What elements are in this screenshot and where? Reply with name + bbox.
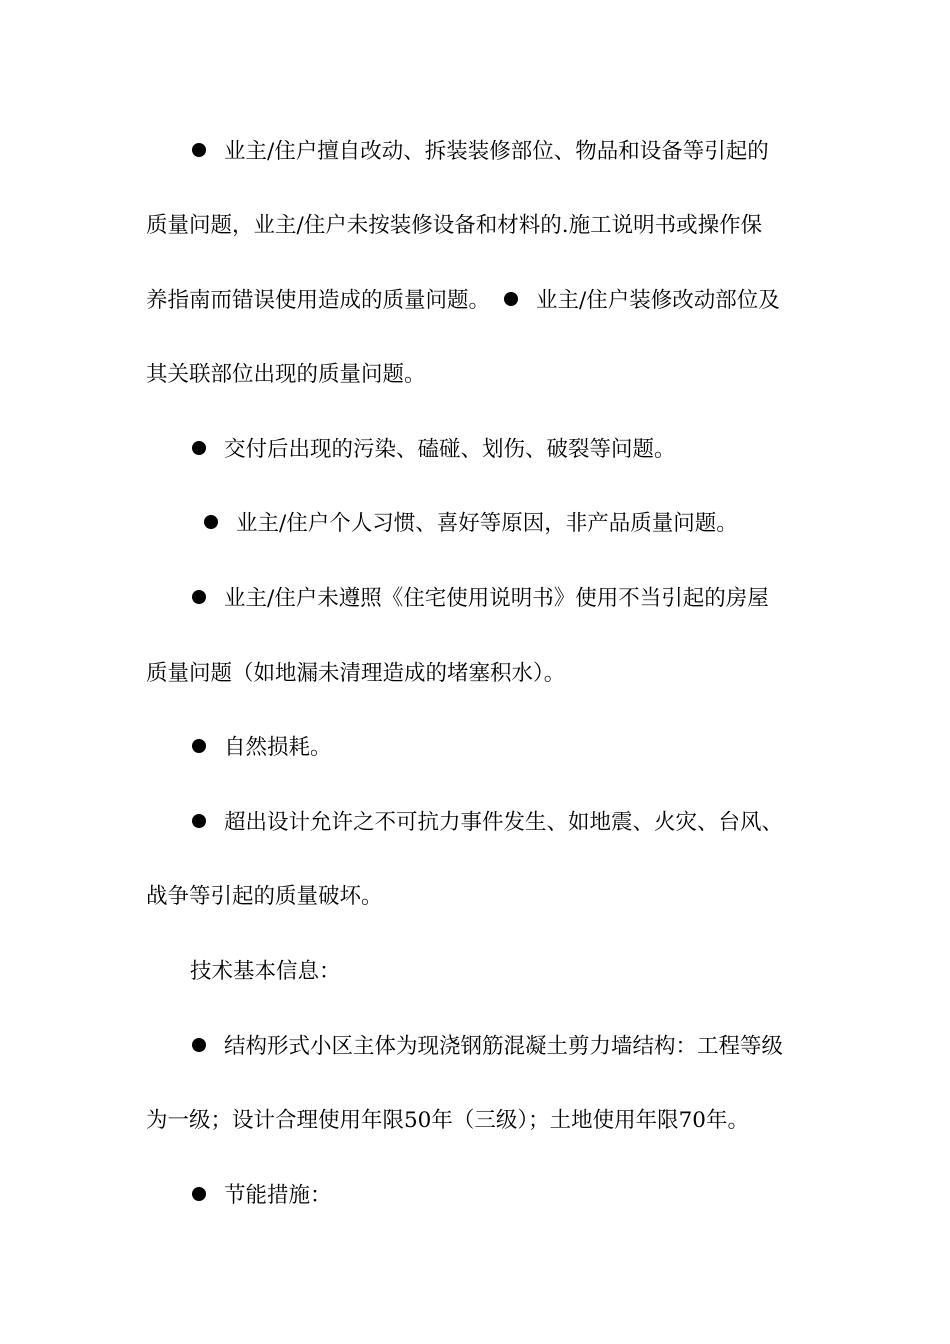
- paragraph-line: [0, 281, 950, 321]
- bullet-icon: [192, 739, 206, 753]
- paragraph-line: [0, 877, 950, 917]
- paragraph-line: [0, 504, 950, 544]
- bullet-icon: [192, 1038, 206, 1052]
- line-text: 业主/住户擅自改动、拆装装修部位、物品和设备等引起的: [224, 139, 769, 164]
- paragraph-line: [0, 132, 950, 172]
- bullet-icon: [504, 292, 518, 306]
- line-text: 战争等引起的质量破坏。: [146, 884, 383, 909]
- line-text: 业主/住户装修改动部位及: [536, 288, 780, 313]
- paragraph-line: [0, 728, 950, 768]
- bullet-icon: [192, 1187, 206, 1201]
- line-text: 业主/住户个人习惯、喜好等原因，非产品质量问题。: [236, 511, 738, 536]
- line-text: 节能措施：: [224, 1183, 332, 1208]
- bullet-icon: [192, 143, 206, 157]
- line-text: 自然损耗。: [224, 735, 332, 760]
- line-text: 技术基本信息：: [190, 959, 341, 984]
- line-text: 质量问题，业主/住户未按装修设备和材料的.施工说明书或操作保: [146, 213, 763, 238]
- line-text: 业主/住户未遵照《住宅使用说明书》使用不当引起的房屋: [224, 586, 769, 611]
- paragraph-line: [0, 1027, 950, 1067]
- paragraph-line: [0, 579, 950, 619]
- line-text: 结构形式小区主体为现浇钢筋混凝土剪力墙结构：工程等级: [224, 1034, 784, 1059]
- bullet-icon: [204, 515, 218, 529]
- paragraph-line: [0, 1101, 950, 1141]
- line-text: 质量问题（如地漏未清理造成的堵塞积水）。: [146, 661, 566, 686]
- line-text: 超出设计允许之不可抗力事件发生、如地震、火灾、台风、: [224, 810, 784, 835]
- paragraph-line: [0, 803, 950, 843]
- bullet-icon: [192, 441, 206, 455]
- paragraph-line: [0, 952, 950, 992]
- bullet-icon: [192, 814, 206, 828]
- paragraph-line: [0, 654, 950, 694]
- bullet-icon: [192, 590, 206, 604]
- line-text: 养指南而错误使用造成的质量问题。: [146, 288, 491, 313]
- line-text: 其关联部位出现的质量问题。: [146, 362, 426, 387]
- paragraph-line: [0, 355, 950, 395]
- line-text: 为一级；设计合理使用年限50年（三级）；土地使用年限70年。: [146, 1108, 749, 1133]
- paragraph-line: [0, 1176, 950, 1216]
- paragraph-line: [0, 206, 950, 246]
- paragraph-line: [0, 430, 950, 470]
- line-text: 交付后出现的污染、磕碰、划伤、破裂等问题。: [224, 437, 676, 462]
